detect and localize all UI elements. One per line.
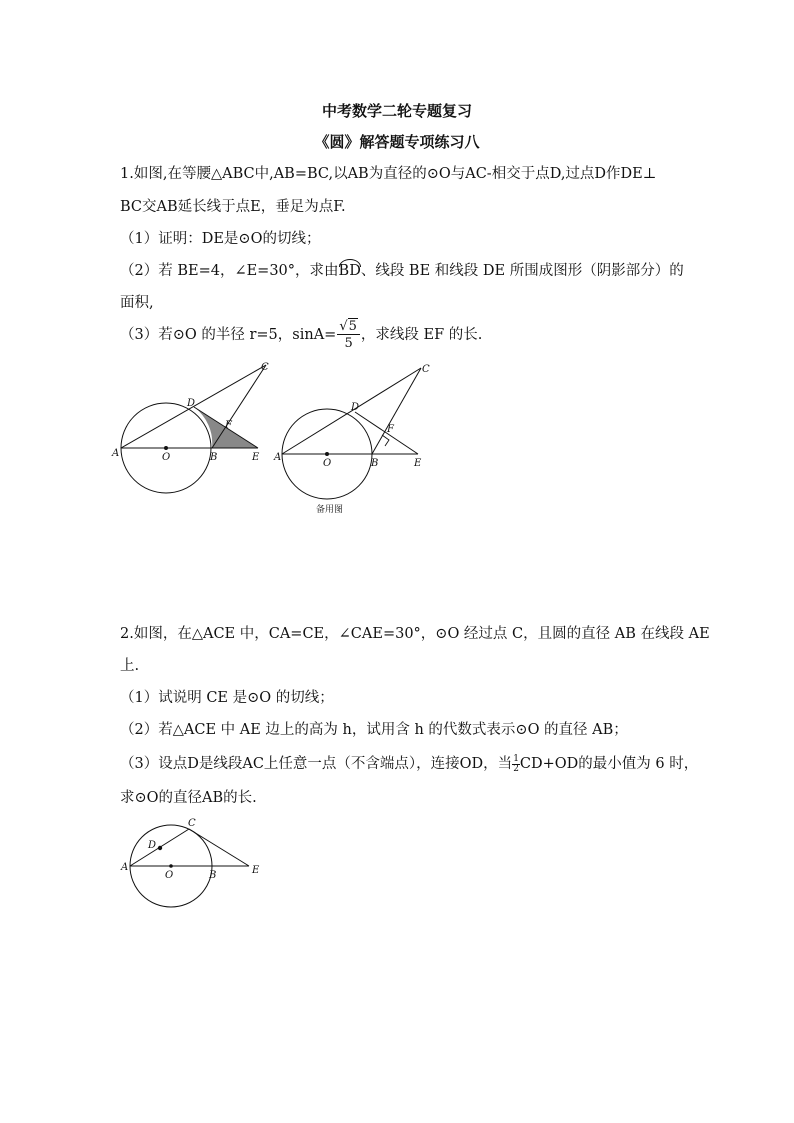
figure2 xyxy=(118,816,268,911)
problem2-question1: （1）试说明 CE 是⊙O 的切线； xyxy=(120,690,334,706)
problem1-stem-line2: BC交AB延长线于点E，垂足为点F. xyxy=(120,199,346,215)
line-ce-2 xyxy=(189,829,249,866)
problem2-question2: （2）若△ACE 中 AE 边上的高为 h，试用含 h 的代数式表示⊙O 的直径 AB； xyxy=(120,722,628,738)
problem2-question3 xyxy=(120,752,698,774)
label-c-2: C xyxy=(188,818,196,829)
label-o-2: O xyxy=(165,870,174,881)
q3-text-b: ，求线段 EF 的长. xyxy=(360,327,483,343)
half-numerator: 1 xyxy=(513,753,519,764)
p2-q3-text-a: （3）设点D是线段AC上任意一点（不含端点），连接OD，当 xyxy=(120,756,513,772)
label-f-spare: F xyxy=(387,424,394,435)
label-o: O xyxy=(162,452,171,463)
problem1-question2 xyxy=(120,259,684,280)
problem1-question1: （1）证明：DE是⊙O的切线； xyxy=(120,231,321,247)
problem1-question3 xyxy=(120,320,482,350)
arc-bd-label: BD xyxy=(338,263,361,279)
half-denominator: 2 xyxy=(513,763,519,774)
q3-text-a: （3）若⊙O 的半径 r=5，sinA= xyxy=(120,327,337,343)
page-title: 中考数学二轮专题复习 xyxy=(321,102,472,120)
right-angle-mark xyxy=(382,435,389,446)
label-b-2: B xyxy=(209,870,217,881)
page-subtitle: 《圆》解答题专项练习八 xyxy=(314,133,480,151)
label-d-2: D xyxy=(148,840,157,851)
problem2-stem-line2: 上. xyxy=(120,658,140,674)
fraction-denominator: 5 xyxy=(344,336,353,351)
p2-q3-text-b: CD+OD的最小值为 6 时， xyxy=(519,756,699,772)
problem1-question2-line2: 面积, xyxy=(120,295,154,311)
problem1-stem-line1: 1.如图,在等腰△ABC中,AB=BC,以AB为直径的⊙O与AC-相交于点D,过点D作DE⊥ xyxy=(120,166,657,182)
point-d xyxy=(158,846,162,850)
center-dot xyxy=(164,446,168,450)
label-c-spare: C xyxy=(422,364,430,375)
line-bc-spare xyxy=(372,368,421,454)
figure1-main xyxy=(112,360,278,500)
half-fraction xyxy=(512,755,520,774)
label-a: A xyxy=(112,448,120,459)
figure1-spare xyxy=(274,360,443,515)
label-e-spare: E xyxy=(414,458,422,469)
label-d-spare: D xyxy=(351,402,360,413)
label-a-spare: A xyxy=(274,452,282,463)
spare-figure-caption: 备用图 xyxy=(316,505,344,515)
label-b-spare: B xyxy=(371,458,379,469)
problem2-question3-line2: 求⊙O的直径AB的长. xyxy=(120,790,257,806)
label-b: B xyxy=(210,452,218,463)
label-a-2: A xyxy=(121,862,129,873)
label-f: F xyxy=(225,420,232,431)
label-c: C xyxy=(261,362,269,373)
problem2-stem-line1: 2.如图，在△ACE 中，CA=CE，∠CAE=30°，⊙O 经过点 C，且圆的直径 AB 在线段 AE xyxy=(120,626,710,642)
label-e: E xyxy=(252,452,260,463)
q2-text-a: （2）若 BE=4，∠E=30°，求由 xyxy=(120,263,339,279)
label-d: D xyxy=(187,398,196,409)
fraction-numerator: 5 xyxy=(348,319,357,334)
q2-text-b: 、线段 BE 和线段 DE 所围成图形（阴影部分）的 xyxy=(360,263,684,279)
sin-fraction: $\frac{√5}{5}$ xyxy=(337,320,360,350)
center-dot-spare xyxy=(325,452,329,456)
label-o-spare: O xyxy=(323,458,332,469)
center-dot-2 xyxy=(169,864,173,868)
label-e-2: E xyxy=(252,865,260,876)
